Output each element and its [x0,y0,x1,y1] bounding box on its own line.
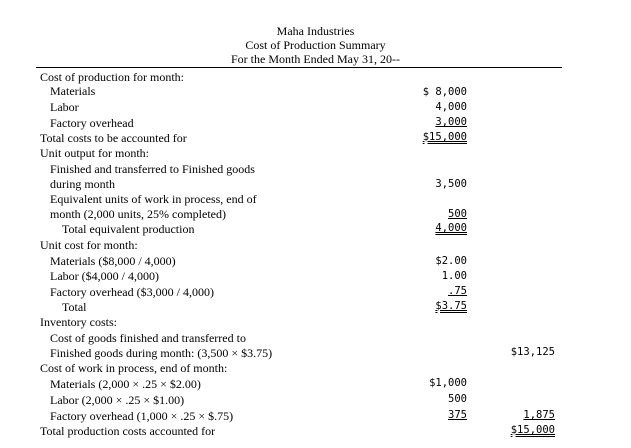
row-label: Total equivalent production [62,222,195,236]
row-label: Materials [50,84,96,98]
amount: .75 [448,285,467,297]
report-title: Cost of Production Summary [245,38,386,52]
row-label: Total costs to be accounted for [40,131,187,145]
amount: $2.00 [435,255,467,267]
row-label: month (2,000 units, 25% completed) [50,207,226,221]
row-label: Factory overhead ($3,000 / 4,000) [50,285,214,299]
amount: 4,000 [435,222,467,234]
row-label: Inventory costs: [40,315,117,329]
amount: $1,000 [429,377,467,389]
amount: 3,000 [435,116,467,128]
amount: 500 [448,208,467,220]
row-label: Cost of goods finished and transferred to [50,331,246,345]
row-label: Total [62,300,87,314]
row-label: Labor ($4,000 / 4,000) [50,269,159,283]
row-label: Total production costs accounted for [40,424,216,438]
row-label: Finished and transferred to Finished goods [50,162,255,176]
row-label: Materials ($8,000 / 4,000) [50,254,176,268]
amount: $15,000 [510,424,555,436]
row-label: Materials (2,000 × .25 × $2.00) [50,377,201,391]
amount: $13,125 [510,346,555,358]
row-label: Factory overhead (1,000 × .25 × $.75) [50,409,234,423]
row-label: Unit cost for month: [40,238,138,252]
row-label: Labor [50,100,79,114]
amount: 1,875 [523,409,555,421]
amount: 4,000 [435,101,467,113]
amount: $3.75 [435,300,467,312]
amount: $15,000 [422,131,467,143]
amount: 1.00 [441,270,467,282]
amount: 500 [448,393,467,405]
row-label: Labor (2,000 × .25 × $1.00) [50,393,185,407]
amount: 375 [448,409,467,421]
row-label: during month [50,177,115,191]
row-label: Unit output for month: [40,146,149,160]
row-label: Factory overhead [50,116,134,130]
amount: $ 8,000 [422,86,467,98]
row-label: Finished goods during month: (3,500 × $3.75) [50,346,273,360]
row-label: Cost of work in process, end of month: [40,361,228,375]
company-name: Maha Industries [276,24,355,38]
header-rule [36,67,562,68]
report-period: For the Month Ended May 31, 20-- [231,52,400,66]
row-label: Equivalent units of work in process, end of [50,192,257,206]
amount: 3,500 [435,178,467,190]
row-label: Cost of production for month: [40,70,184,84]
